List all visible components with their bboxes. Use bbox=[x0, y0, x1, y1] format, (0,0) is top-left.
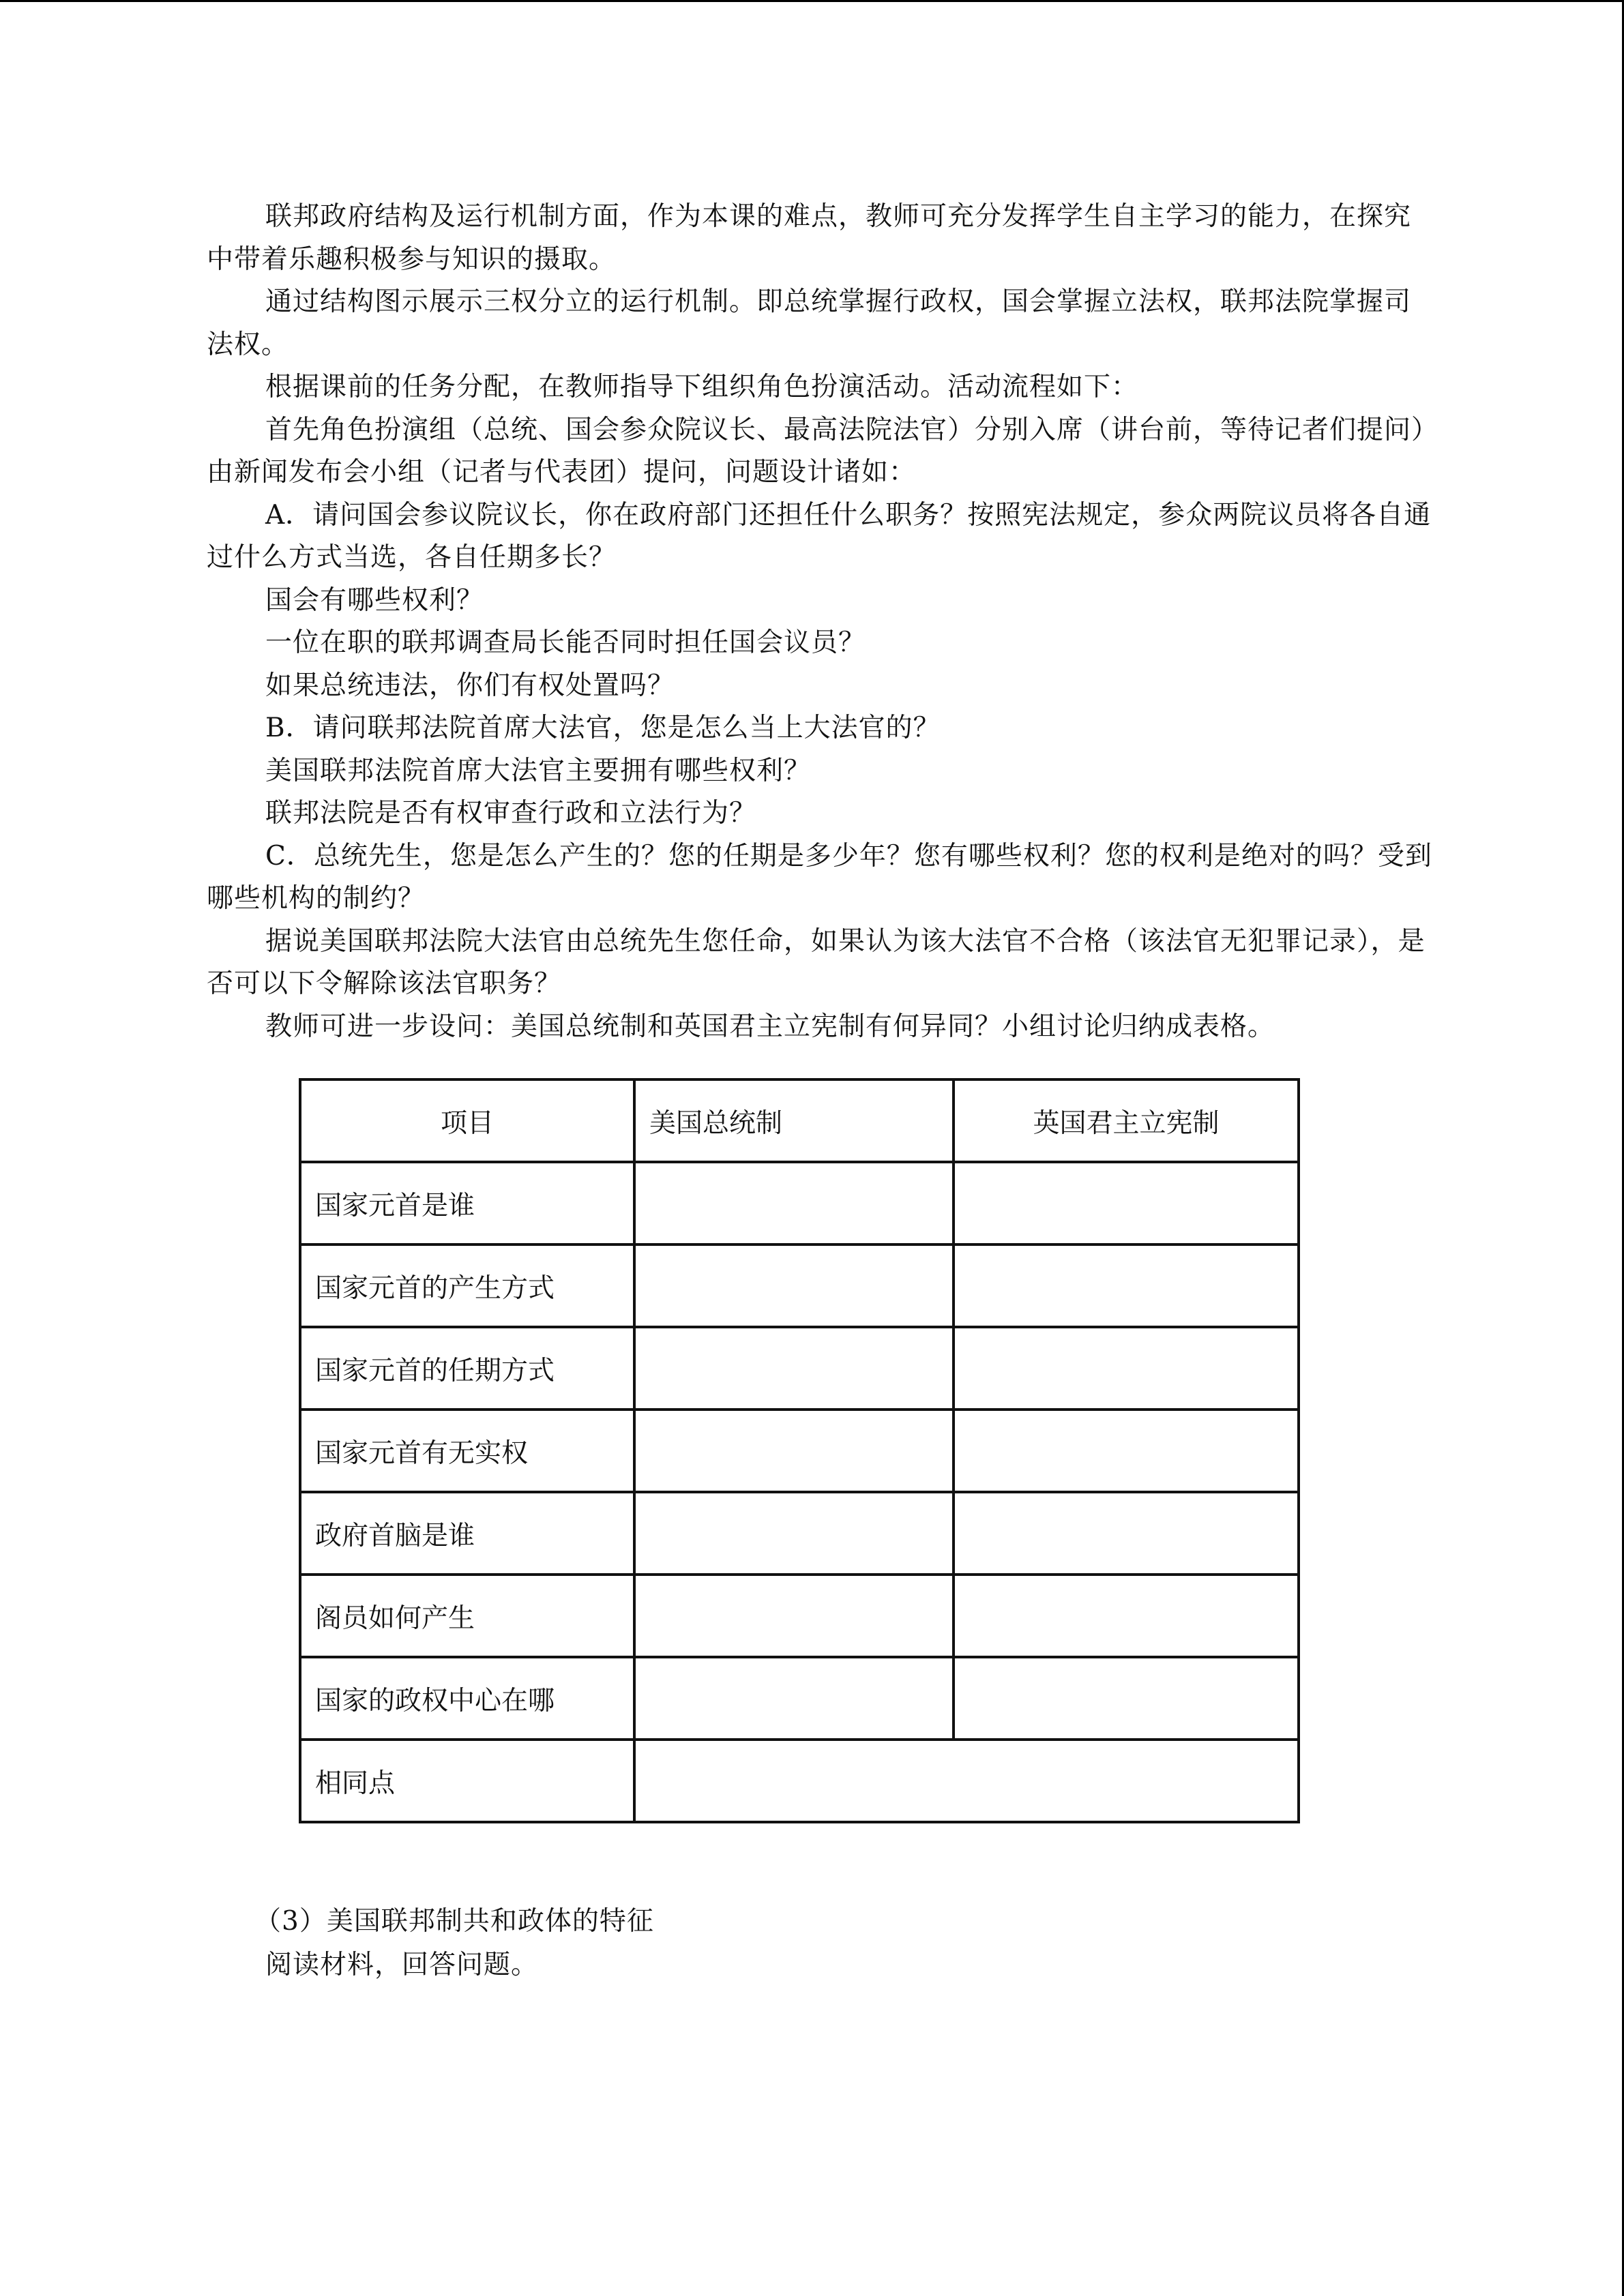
table-cell-empty bbox=[954, 1410, 1299, 1492]
row-label: 国家的政权中心在哪 bbox=[300, 1657, 634, 1740]
table-cell-empty bbox=[634, 1327, 954, 1410]
table-cell-empty bbox=[954, 1575, 1299, 1657]
table-cell-empty bbox=[954, 1162, 1299, 1244]
table-cell-empty bbox=[954, 1244, 1299, 1327]
table-row bbox=[300, 1244, 1299, 1327]
row-label: 国家元首的任期方式 bbox=[300, 1327, 634, 1410]
question-a2: 国会有哪些权利？ bbox=[265, 584, 484, 616]
header-uk: 英国君主立宪制 bbox=[954, 1079, 1299, 1162]
question-b2: 美国联邦法院首席大法官主要拥有哪些权利？ bbox=[265, 755, 812, 786]
table-row bbox=[300, 1492, 1299, 1575]
table-cell-empty bbox=[954, 1657, 1299, 1740]
row-label: 国家元首是谁 bbox=[300, 1162, 634, 1244]
table-header-row bbox=[300, 1079, 1299, 1162]
table-cell-empty bbox=[634, 1410, 954, 1492]
table-row bbox=[300, 1657, 1299, 1740]
row-label: 阁员如何产生 bbox=[300, 1575, 634, 1657]
table-row bbox=[300, 1575, 1299, 1657]
table-cell-empty bbox=[634, 1575, 954, 1657]
paragraph-activity: 根据课前的任务分配，在教师指导下组织角色扮演活动。活动流程如下： bbox=[265, 372, 1139, 402]
section-heading: （3）美国联邦制共和政体的特征 bbox=[254, 1906, 654, 1937]
question-a4: 如果总统违法，你们有权处置吗？ bbox=[265, 670, 675, 701]
comparison-table bbox=[299, 1078, 1300, 1823]
table-cell-empty bbox=[954, 1492, 1299, 1575]
section-after-table bbox=[207, 1900, 1436, 1987]
table-cell-empty bbox=[634, 1244, 954, 1327]
table-cell-empty bbox=[634, 1162, 954, 1244]
section-text: 阅读材料，回答问题。 bbox=[265, 1950, 539, 1980]
paragraph-difficulty: 联邦政府结构及运行机制方面，作为本课的难点，教师可充分发挥学生自主学习的能力，在探究中带着乐趣积极参与知识的摄取。 bbox=[207, 201, 1412, 275]
question-a3: 一位在职的联邦调查局长能否同时担任国会议员？ bbox=[265, 627, 866, 658]
table-row-similarities bbox=[300, 1740, 1299, 1822]
question-a: A．请问国会参议院议长，你在政府部门还担任什么职务？按照宪法规定，参众两院议员将各自通过什么方式当选，各自任期多长？ bbox=[207, 499, 1432, 573]
header-item: 项目 bbox=[300, 1079, 634, 1162]
comparison-table-wrapper bbox=[299, 1078, 1300, 1823]
table-row bbox=[300, 1410, 1299, 1492]
row-label: 相同点 bbox=[300, 1740, 634, 1822]
table-cell-merged-empty bbox=[634, 1740, 1299, 1822]
header-us: 美国总统制 bbox=[634, 1079, 954, 1162]
row-label: 政府首脑是谁 bbox=[300, 1492, 634, 1575]
table-cell-empty bbox=[634, 1492, 954, 1575]
question-b: B．请问联邦法院首席大法官，您是怎么当上大法官的？ bbox=[265, 713, 941, 743]
table-cell-empty bbox=[954, 1327, 1299, 1410]
paragraph-teacher-question: 教师可进一步设问：美国总统制和英国君主立宪制有何异同？小组讨论归纳成表格。 bbox=[265, 1011, 1275, 1042]
body-text bbox=[207, 196, 1436, 1048]
table-row bbox=[300, 1327, 1299, 1410]
row-label: 国家元首的产生方式 bbox=[300, 1244, 634, 1327]
paragraph-role-play: 首先角色扮演组（总统、国会参众院议长、最高法院法官）分别入席（讲台前，等待记者们提问）由新闻发布会小组（记者与代表团）提问，问题设计诸如： bbox=[207, 414, 1426, 488]
row-label: 国家元首有无实权 bbox=[300, 1410, 634, 1492]
question-c: C．总统先生，您是怎么产生的？您的任期是多少年？您有哪些权利？您的权利是绝对的吗？受到哪些机构的制约？ bbox=[207, 840, 1432, 914]
table-cell-empty bbox=[634, 1657, 954, 1740]
table-row bbox=[300, 1162, 1299, 1244]
question-b3: 联邦法院是否有权审查行政和立法行为？ bbox=[265, 798, 757, 829]
paragraph-structure: 通过结构图示展示三权分立的运行机制。即总统掌握行政权，国会掌握立法权，联邦法院掌握司法权。 bbox=[207, 286, 1412, 360]
question-c2: 据说美国联邦法院大法官由总统先生您任命，如果认为该大法官不合格（该法官无犯罪记录），是否可以下令解除该法官职务？ bbox=[207, 925, 1426, 999]
